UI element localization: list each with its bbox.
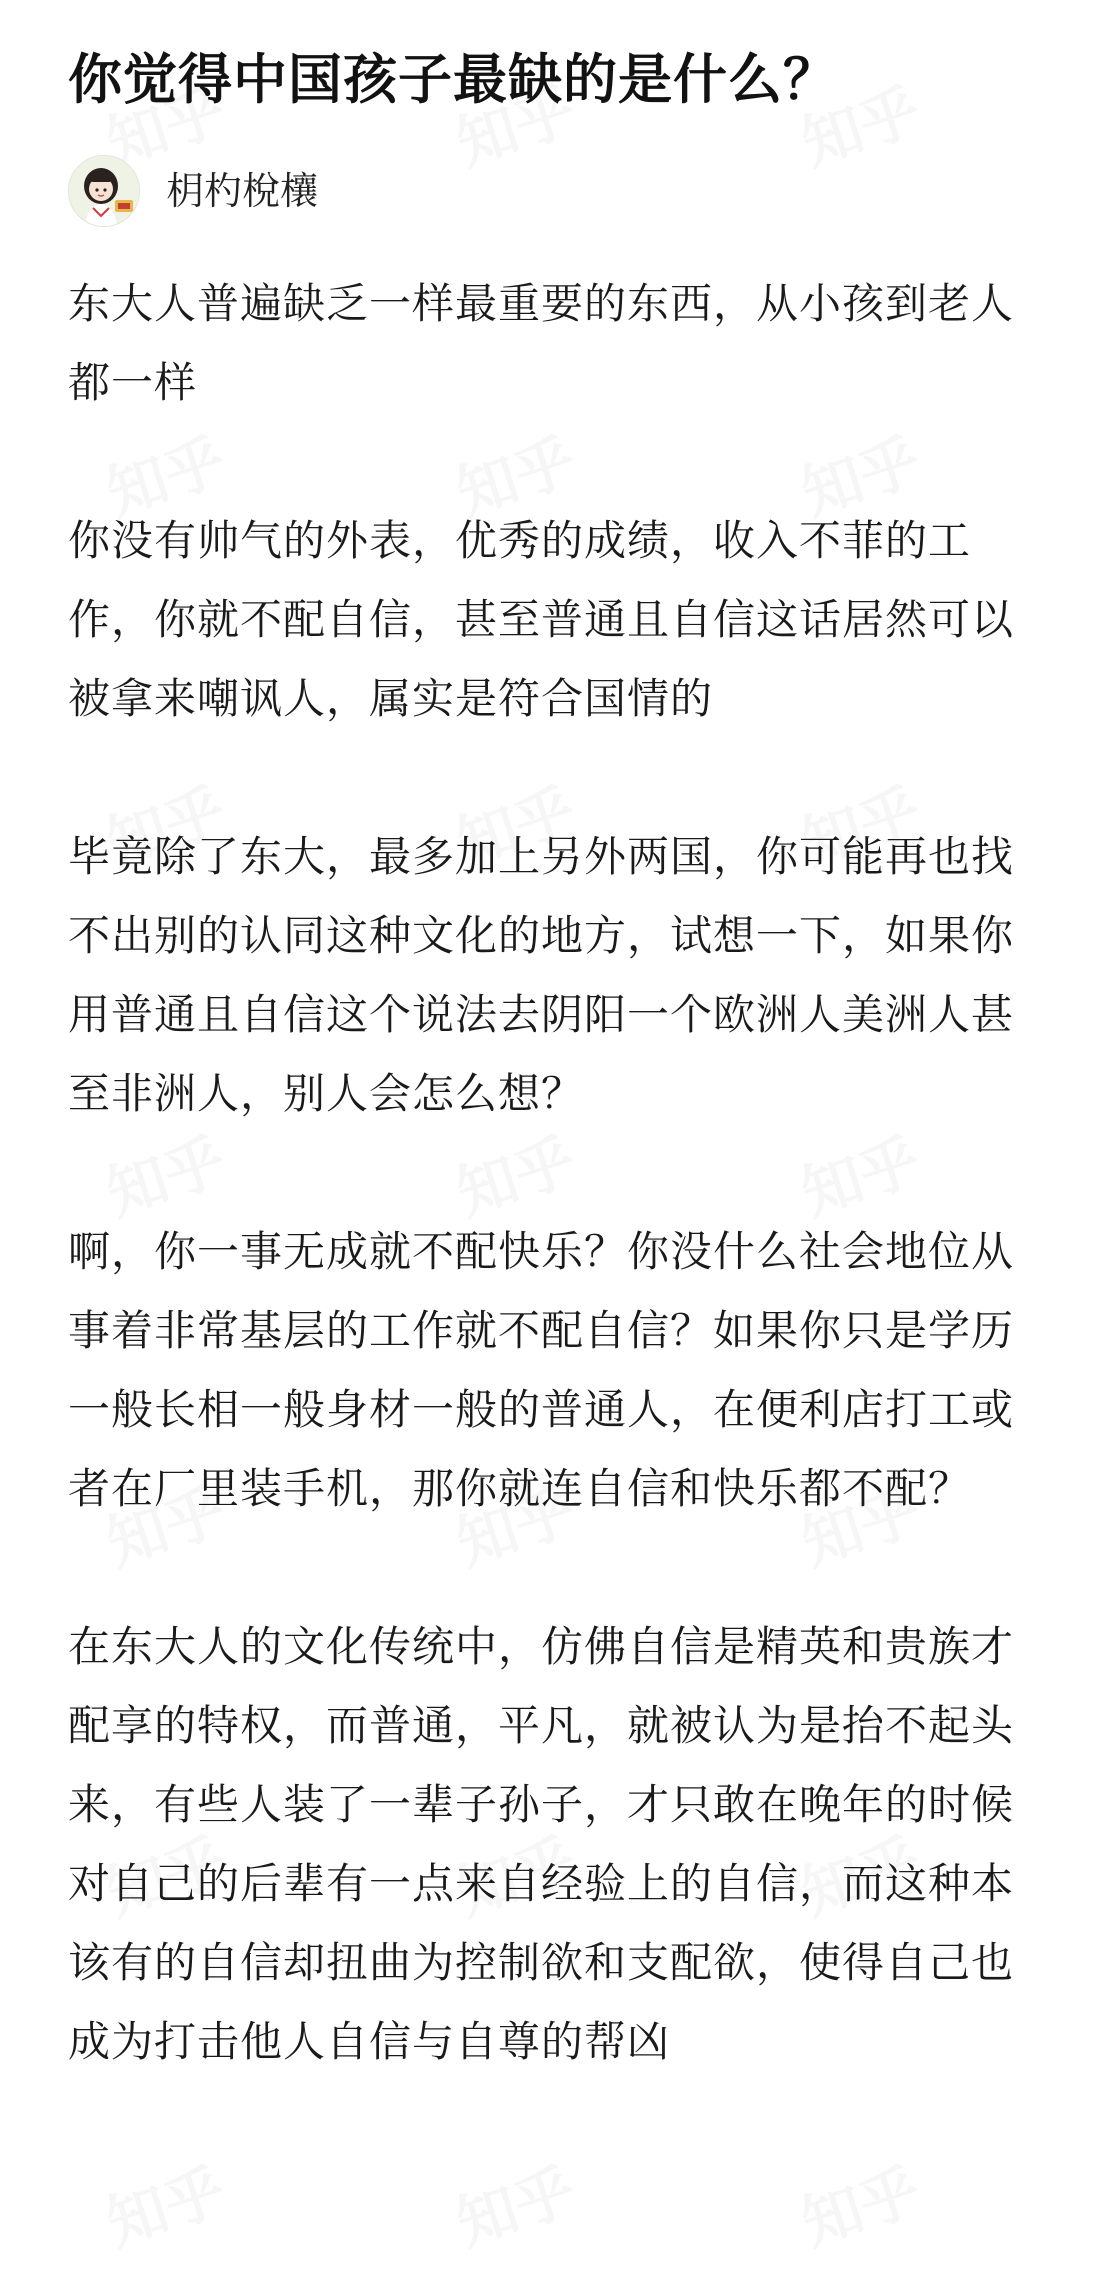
answer-paragraph: 东大人普遍缺乏一样最重要的东西，从小孩到老人都一样 bbox=[68, 279, 1015, 407]
answer-content bbox=[68, 40, 1046, 2081]
watermark bbox=[95, 2144, 236, 2263]
answer-paragraph: 毕竟除了东大，最多加上另外两国，你可能再也找不出别的认同这种文化的地方，试想一下，如果你用普通且自信这个说法去阴阳一个欧洲人美洲人甚至非洲人，别人会怎么想？ bbox=[68, 832, 1015, 1118]
watermark bbox=[790, 2144, 931, 2263]
answer-paragraph: 在东大人的文化传统中，仿佛自信是精英和贵族才配享的特权，而普通，平凡，就被认为是抬不起头来，有些人装了一辈子孙子，才只敢在晚年的时候对自己的后辈有一点来自经验上的自信，而这种本该有的自信却扭曲为控制欲和支配欲，使得自己也成为打击他人自信与自尊的帮凶 bbox=[68, 1622, 1015, 2066]
avatar-cartoon-girl-icon[interactable] bbox=[68, 155, 140, 227]
answer-paragraph: 啊，你一事无成就不配快乐？你没什么社会地位从事着非常基层的工作就不配自信？如果你只是学历一般长相一般身材一般的普通人，在便利店打工或者在厂里装手机，那你就连自信和快乐都不配？ bbox=[68, 1227, 1015, 1513]
question-title[interactable]: 你觉得中国孩子最缺的是什么？ bbox=[68, 48, 838, 111]
watermark bbox=[445, 2144, 586, 2263]
answer-body bbox=[68, 264, 1046, 2081]
author-row[interactable] bbox=[68, 154, 1046, 228]
author-name[interactable]: 枂杓梲欀 bbox=[166, 169, 319, 213]
answer-paragraph: 你没有帅气的外表，优秀的成绩，收入不菲的工作，你就不配自信，甚至普通且自信这话居然可以被拿来嘲讽人，属实是符合国情的 bbox=[68, 516, 1015, 723]
